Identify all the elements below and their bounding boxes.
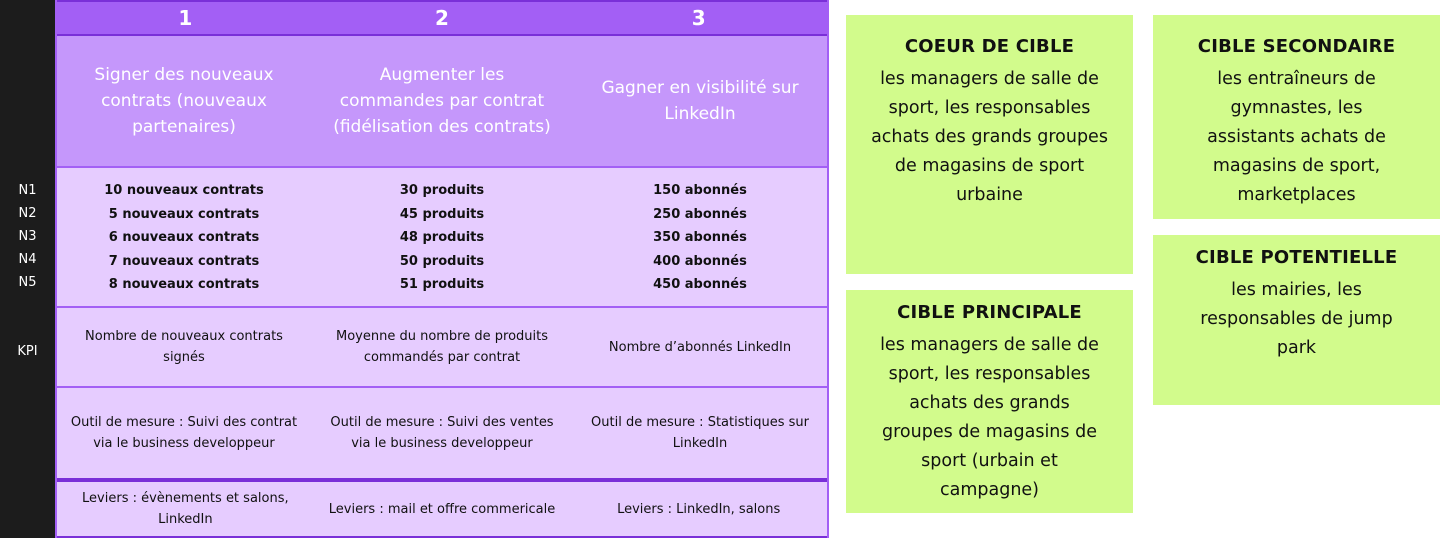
level-value: 150 abonnés (653, 183, 747, 199)
target-card-principale (846, 290, 1133, 513)
target-title-secondaire: CIBLE SECONDAIRE (1197, 36, 1396, 57)
level-label-n2: N2 (18, 206, 37, 221)
objective-2: Augmenter les commandes par contrat (fidélisation des contrats) (333, 65, 551, 137)
level-label-n4: N4 (18, 252, 37, 267)
level-value: 45 produits (399, 206, 485, 222)
objective-1: Signer des nouveaux contrats (nouveaux partenaires) (94, 65, 274, 137)
measurement-tool-3: Outil de mesure : Statistiques sur LinkedIn (591, 415, 809, 451)
target-card-potentielle (1153, 235, 1440, 405)
kpi-3: Nombre d’abonnés LinkedIn (608, 339, 792, 355)
target-text-secondaire: les entraîneurs de gymnastes, les assistants achats de magasins de sport, marketplaces (1207, 69, 1386, 205)
measurement-tool-1: Outil de mesure : Suivi des contrat via le business developpeur (70, 415, 298, 451)
objectives-table (55, 0, 829, 538)
levels-row (55, 168, 829, 308)
level-value: 350 abonnés (653, 230, 747, 246)
column-number-1: 1 (178, 6, 193, 30)
level-value: 450 abonnés (653, 277, 747, 293)
target-title-potentielle: CIBLE POTENTIELLE (1195, 247, 1398, 268)
levels-cell-3 (571, 168, 829, 306)
measurement-tool-row (55, 388, 829, 480)
level-value: 50 produits (399, 253, 485, 269)
kpi-row (55, 308, 829, 388)
row-label-column (0, 0, 55, 538)
target-title-principale: CIBLE PRINCIPALE (897, 302, 1082, 323)
levers-2: Leviers : mail et offre commericale (328, 501, 556, 517)
target-card-coeur (846, 15, 1133, 274)
levels-cell-1 (55, 168, 313, 306)
level-value: 400 abonnés (653, 253, 747, 269)
level-value: 5 nouveaux contrats (108, 206, 260, 222)
level-value: 8 nouveaux contrats (108, 277, 260, 293)
level-value: 48 produits (399, 230, 485, 246)
column-number-2: 2 (435, 6, 449, 30)
levers-1: Leviers : évènements et salons, LinkedIn (82, 491, 289, 527)
level-label-n1: N1 (18, 183, 37, 198)
column-number-row (55, 0, 829, 36)
level-value: 250 abonnés (653, 206, 747, 222)
kpi-label: KPI (17, 344, 38, 359)
target-text-principale: les managers de salle de sport, les responsables achats des grands groupes de magasins de sport (urbain et campagne) (880, 335, 1099, 500)
levels-cell-2 (313, 168, 571, 306)
kpi-2: Moyenne du nombre de produits commandés par contrat (335, 329, 548, 365)
level-value: 6 nouveaux contrats (108, 230, 260, 246)
target-card-secondaire (1153, 15, 1440, 219)
measurement-tool-2: Outil de mesure : Suivi des ventes via le business developpeur (330, 415, 554, 451)
objective-3: Gagner en visibilité sur LinkedIn (601, 78, 799, 124)
levers-3: Leviers : LinkedIn, salons (617, 501, 781, 517)
target-title-coeur: COEUR DE CIBLE (904, 36, 1075, 57)
level-label-n5: N5 (18, 275, 37, 290)
level-label-n3: N3 (18, 229, 37, 244)
column-number-3: 3 (691, 6, 706, 30)
kpi-1: Nombre de nouveaux contrats signés (85, 329, 283, 365)
level-value: 10 nouveaux contrats (104, 183, 264, 199)
objective-row (55, 36, 829, 168)
levers-row (55, 480, 829, 538)
target-text-potentielle: les mairies, les responsables de jump park (1200, 280, 1393, 358)
level-value: 30 produits (399, 183, 485, 199)
level-value: 51 produits (399, 277, 485, 293)
level-value: 7 nouveaux contrats (108, 253, 260, 269)
target-text-coeur: les managers de salle de sport, les responsables achats des grands groupes de magasins de sport urbaine (871, 69, 1108, 205)
